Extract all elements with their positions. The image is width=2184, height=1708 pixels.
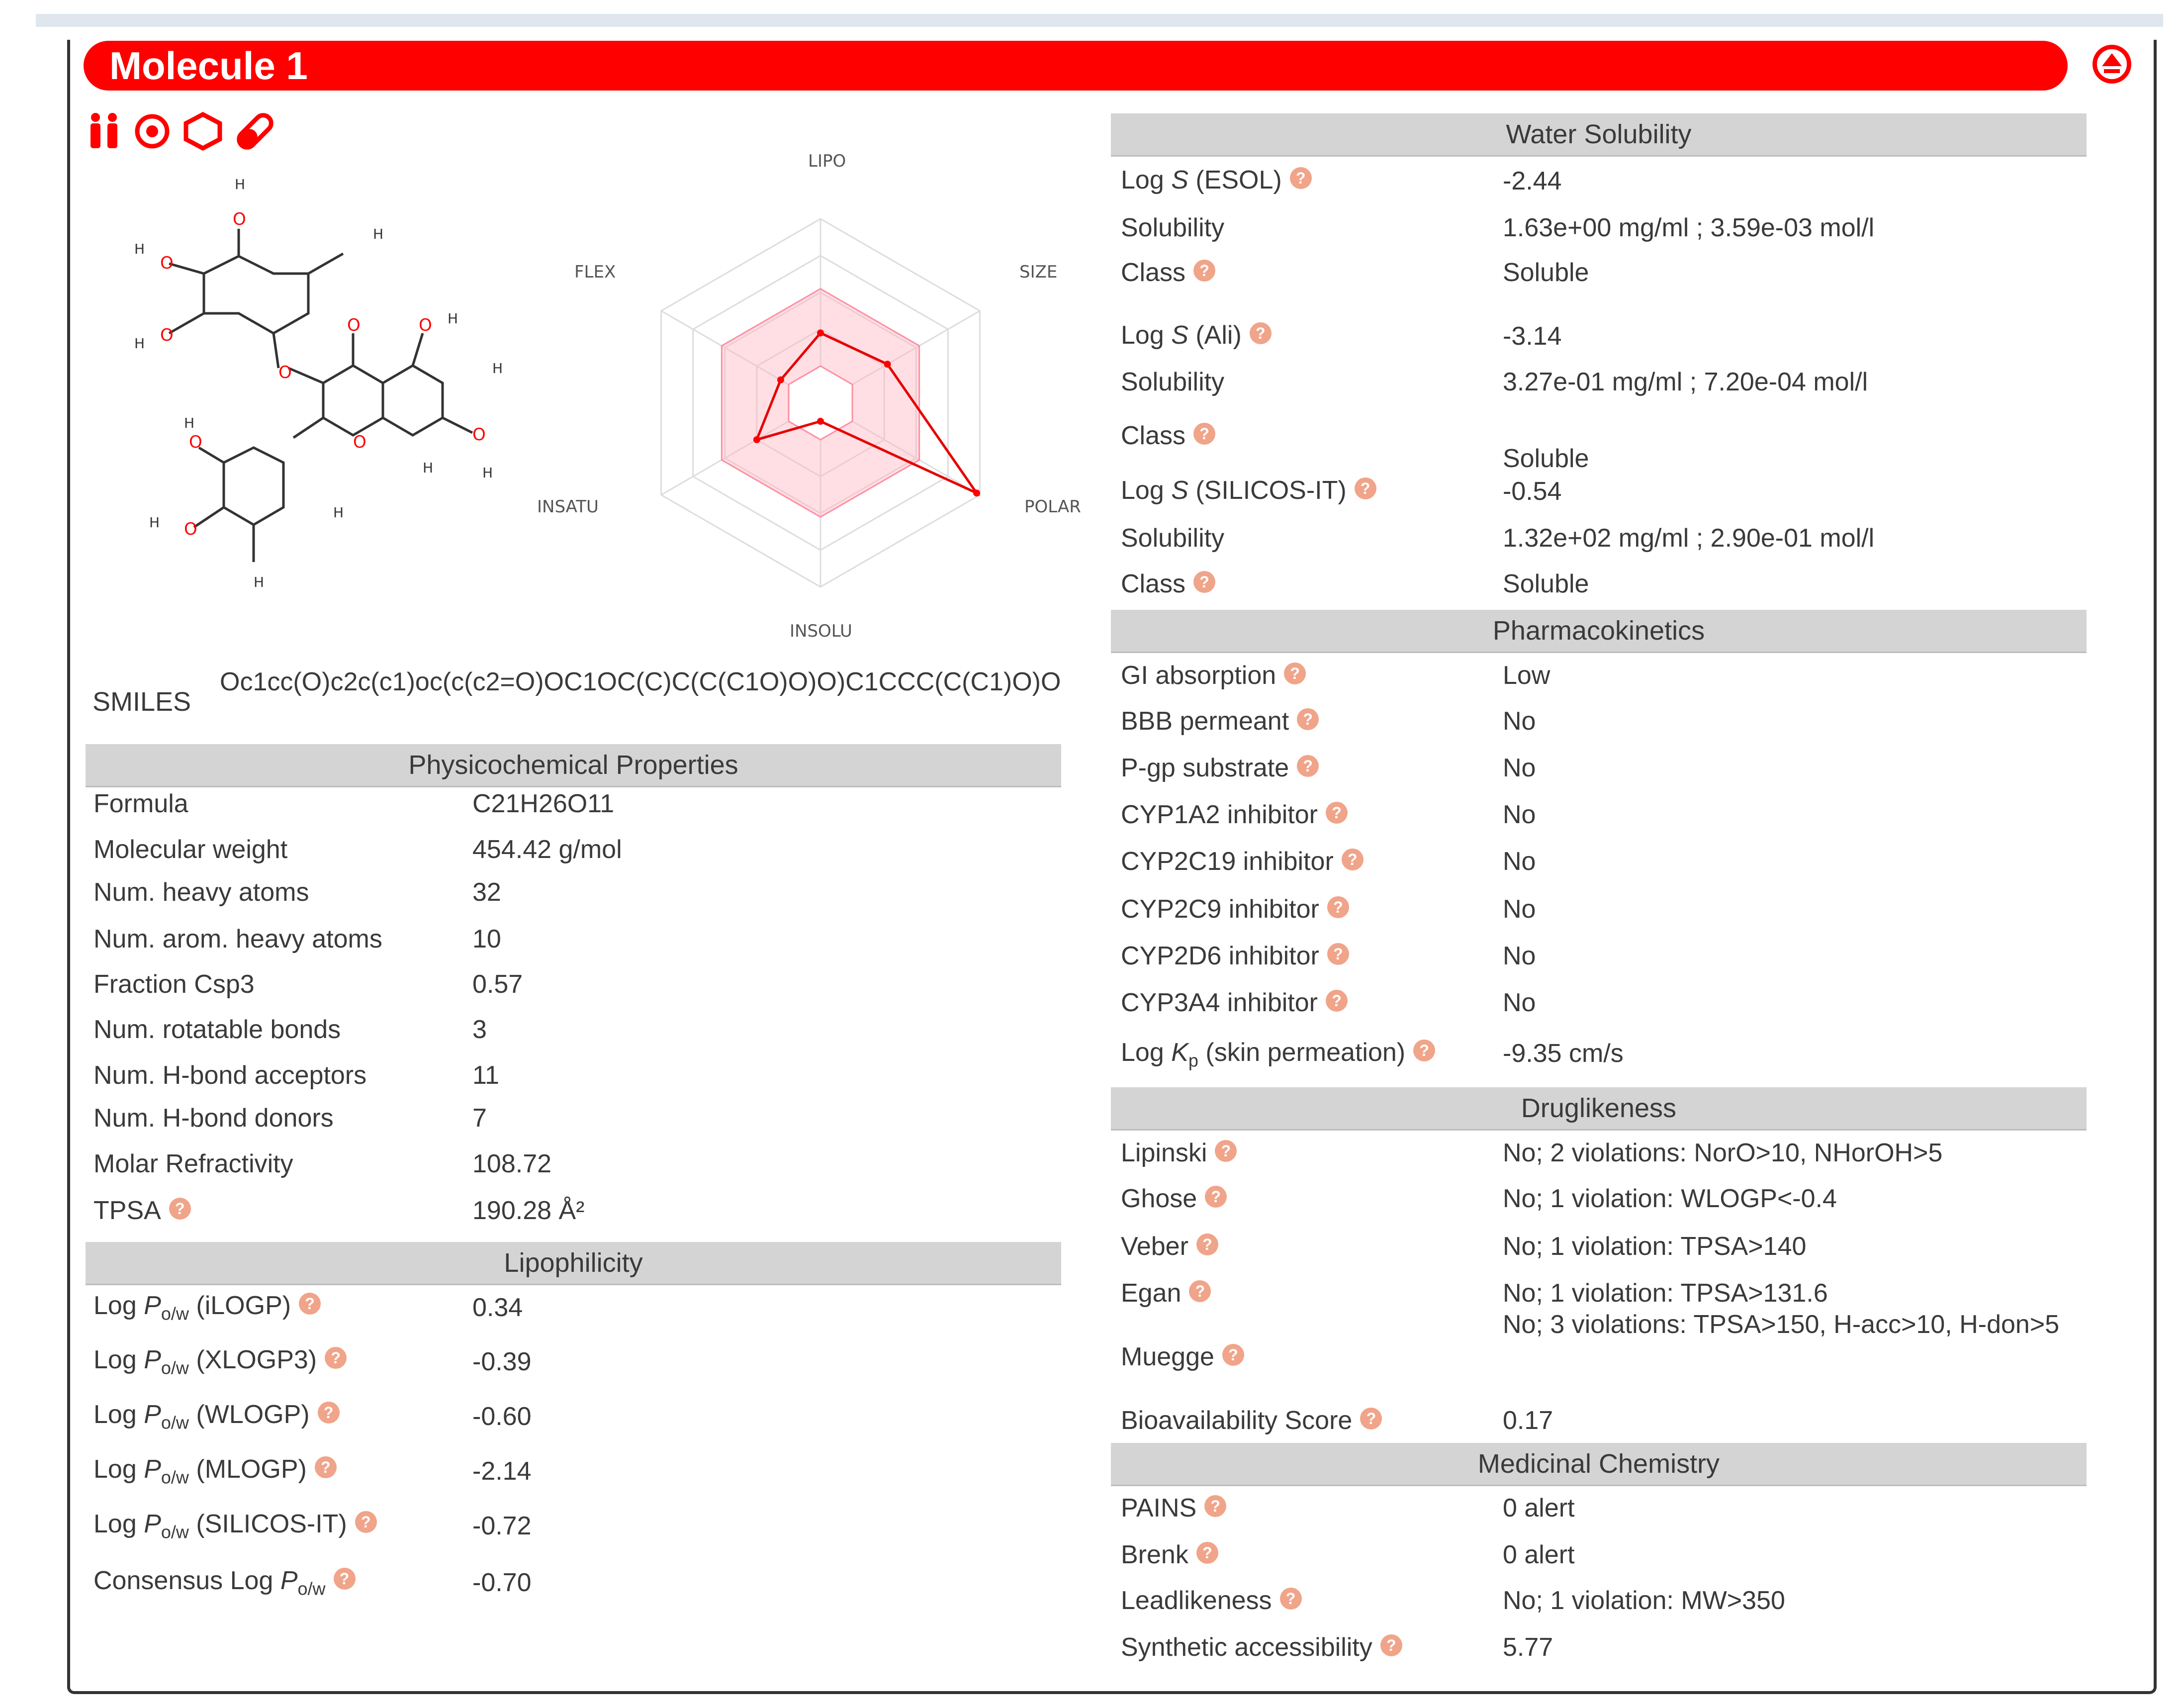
solubility-logs-value: -2.44	[1503, 167, 1562, 195]
help-icon[interactable]: ?	[1189, 1280, 1211, 1302]
medchem-value: 5.77	[1503, 1633, 1553, 1662]
help-icon[interactable]: ?	[1326, 990, 1348, 1012]
physchem-label-text: Num. arom. heavy atoms	[93, 925, 382, 953]
help-icon[interactable]: ?	[1355, 477, 1376, 499]
pk-value: No	[1503, 988, 1536, 1017]
help-icon[interactable]: ?	[1297, 708, 1319, 730]
solubility-class-label	[1121, 421, 1215, 451]
lipo-p-symbol: P	[144, 1455, 161, 1484]
pk-value: No	[1503, 800, 1536, 829]
solubility-logs-label	[1121, 320, 1272, 350]
logs-s-symbol: S	[1171, 166, 1188, 194]
pill-icon[interactable]	[233, 110, 277, 155]
help-icon[interactable]: ?	[1380, 1634, 1402, 1656]
lipo-value: -0.70	[472, 1568, 532, 1597]
help-icon[interactable]: ?	[1413, 1040, 1435, 1061]
lipo-method: (SILICOS-IT)	[196, 1510, 347, 1538]
pk-value: Low	[1503, 661, 1550, 690]
pk-kp-value: -9.35 cm/s	[1503, 1039, 1624, 1068]
physchem-label	[93, 789, 188, 819]
help-icon[interactable]: ?	[299, 1293, 321, 1315]
medchem-value: 0 alert	[1503, 1540, 1575, 1569]
drug-value: 0.17	[1503, 1406, 1553, 1435]
drug-label-text: Veber	[1121, 1232, 1188, 1261]
lipo-value: -0.72	[472, 1512, 532, 1540]
lipo-p-subscript: o/w	[161, 1521, 189, 1542]
drug-value: No; 1 violation: WLOGP<-0.4	[1503, 1184, 1837, 1213]
logs-method: (ESOL)	[1195, 166, 1282, 194]
lipo-consensus-text: Consensus Log	[93, 1566, 273, 1595]
kp-k-symbol: K	[1171, 1038, 1188, 1067]
help-icon[interactable]: ?	[334, 1568, 356, 1590]
help-icon[interactable]: ?	[1326, 802, 1348, 824]
drug-value: No; 1 violation: TPSA>140	[1503, 1232, 1807, 1261]
svg-text:O: O	[278, 363, 292, 382]
solubility-label: Solubility	[1121, 213, 1225, 242]
svg-text:H: H	[235, 176, 246, 192]
physchem-label-text: Formula	[93, 789, 188, 818]
radar-axis-lipo: LIPO	[808, 151, 846, 171]
pk-label	[1121, 847, 1364, 876]
drug-label-text: Egan	[1121, 1279, 1182, 1308]
drug-label	[1121, 1278, 1211, 1308]
physchem-label-text: Num. H-bond acceptors	[93, 1061, 367, 1090]
class-label-text: Class	[1121, 421, 1186, 450]
help-icon[interactable]: ?	[169, 1198, 191, 1220]
svg-text:H: H	[448, 310, 458, 327]
svg-text:O: O	[160, 325, 174, 345]
physchem-value: 10	[472, 925, 501, 953]
svg-text:O: O	[160, 253, 174, 273]
pk-label	[1121, 706, 1319, 736]
lipo-label	[93, 1454, 337, 1488]
drug-label-text: Ghose	[1121, 1184, 1197, 1213]
pk-label-text: CYP1A2 inhibitor	[1121, 800, 1318, 829]
physchem-label-text: TPSA	[93, 1196, 161, 1225]
medchem-label-text: Leadlikeness	[1121, 1586, 1272, 1615]
target-icon[interactable]	[133, 112, 171, 153]
medchem-label-text: Synthetic accessibility	[1121, 1633, 1372, 1662]
lipo-p-subscript: o/w	[161, 1412, 189, 1433]
physchem-value: C21H26O11	[472, 789, 615, 818]
lipo-log-text: Log	[93, 1291, 137, 1320]
solubility-logs-value: -0.54	[1503, 477, 1562, 506]
radar-point	[817, 329, 824, 336]
help-icon[interactable]: ?	[1284, 663, 1306, 684]
lipo-p-subscript: o/w	[161, 1357, 189, 1378]
lipo-p-symbol: P	[144, 1400, 161, 1429]
pk-label-text: P-gp substrate	[1121, 754, 1289, 782]
logs-s-symbol: S	[1171, 321, 1188, 350]
solubility-value: 1.32e+02 mg/ml ; 2.90e-01 mol/l	[1503, 524, 1875, 553]
logs-method: (Ali)	[1195, 321, 1242, 350]
lipo-label	[93, 1345, 347, 1378]
radar-point	[753, 436, 760, 443]
physchem-label	[93, 1060, 366, 1090]
lipo-log-text: Log	[93, 1400, 137, 1429]
solubility-class-value: Soluble	[1503, 444, 1589, 473]
radar-axis-flex: FLEX	[574, 262, 616, 282]
svg-text:H: H	[373, 226, 384, 242]
pk-value: No	[1503, 754, 1536, 782]
pk-value: No	[1503, 847, 1536, 876]
radar-axis-polar: POLAR	[1024, 497, 1081, 517]
physchem-label	[93, 1196, 191, 1226]
pk-label	[1121, 753, 1319, 783]
help-icon[interactable]: ?	[1250, 322, 1272, 344]
lipo-label	[93, 1400, 340, 1433]
lipo-log-text: Log	[93, 1510, 137, 1538]
help-icon[interactable]: ?	[1196, 1542, 1218, 1564]
pk-label-text: CYP2D6 inhibitor	[1121, 942, 1319, 970]
drug-header: Druglikeness	[1111, 1087, 2087, 1131]
solubility-logs-value: -3.14	[1503, 322, 1562, 351]
help-icon[interactable]: ?	[1222, 1344, 1244, 1366]
logs-log-text: Log	[1121, 476, 1164, 505]
svg-text:O: O	[472, 425, 486, 445]
svg-text:H: H	[134, 335, 145, 352]
bioavailability-radar	[527, 144, 1099, 642]
solubility-label: Solubility	[1121, 524, 1225, 553]
pk-value: No	[1503, 895, 1536, 924]
lipo-p-symbol: P	[144, 1510, 161, 1538]
help-icon[interactable]: ?	[1215, 1140, 1237, 1162]
pk-label	[1121, 941, 1349, 971]
drug-label-text: Bioavailability Score	[1121, 1406, 1353, 1435]
lipo-p-subscript: o/w	[161, 1467, 189, 1488]
lipo-p-symbol: P	[144, 1291, 161, 1320]
lipo-method: (MLOGP)	[196, 1455, 307, 1484]
svg-text:H: H	[423, 460, 434, 476]
help-icon[interactable]: ?	[1196, 1234, 1218, 1255]
pk-label	[1121, 988, 1348, 1018]
help-icon[interactable]: ?	[1193, 571, 1215, 593]
radar-axis-insolu: INSOLU	[790, 621, 852, 641]
hexagon-icon[interactable]	[182, 111, 224, 154]
lipo-value: 0.34	[472, 1293, 523, 1322]
svg-text:H: H	[333, 504, 344, 521]
logs-method: (SILICOS-IT)	[1195, 476, 1347, 505]
solubility-value: 1.63e+00 mg/ml ; 3.59e-03 mol/l	[1503, 213, 1875, 242]
solubility-class-label	[1121, 258, 1215, 287]
physchem-header: Physicochemical Properties	[86, 744, 1061, 787]
svg-text:H: H	[149, 514, 160, 531]
help-icon[interactable]: ?	[1280, 1588, 1302, 1610]
help-icon[interactable]: ?	[1342, 849, 1364, 870]
physchem-label-text: Num. rotatable bonds	[93, 1015, 341, 1044]
kp-subscript: p	[1188, 1050, 1198, 1071]
help-icon[interactable]: ?	[318, 1402, 340, 1423]
lipo-header: Lipophilicity	[86, 1242, 1061, 1285]
medchem-label	[1121, 1540, 1218, 1570]
radar-point	[777, 377, 784, 383]
lipo-p-subscript: o/w	[161, 1303, 189, 1324]
svg-text:H: H	[482, 465, 493, 481]
svg-text:H: H	[254, 574, 265, 590]
pk-value: No	[1503, 707, 1536, 736]
help-icon[interactable]: ?	[1193, 423, 1215, 445]
help-icon[interactable]: ?	[1193, 260, 1215, 282]
physchem-label	[93, 1149, 293, 1179]
help-icon[interactable]: ?	[325, 1347, 347, 1369]
pk-value: No	[1503, 942, 1536, 970]
physchem-label-text: Num. H-bond donors	[93, 1104, 334, 1133]
lipo-p-symbol: P	[280, 1566, 298, 1595]
svg-text:O: O	[419, 315, 432, 335]
solubility-logs-label	[1121, 165, 1312, 195]
physchem-value: 32	[472, 878, 501, 907]
physchem-value: 0.57	[472, 970, 523, 999]
solubility-label: Solubility	[1121, 368, 1225, 396]
svg-text:H: H	[184, 415, 195, 431]
kp-log-text: Log	[1121, 1038, 1164, 1067]
class-label-text: Class	[1121, 258, 1186, 287]
physchem-value: 7	[472, 1104, 487, 1133]
help-icon[interactable]: ?	[1360, 1408, 1382, 1429]
drug-value: No; 3 violations: TPSA>150, H-acc>10, H-don>5	[1503, 1310, 2060, 1339]
physchem-label	[93, 1015, 341, 1044]
radar-point	[884, 361, 891, 368]
medchem-header: Medicinal Chemistry	[1111, 1443, 2087, 1486]
radar-point	[973, 489, 980, 496]
help-icon[interactable]: ?	[1204, 1495, 1226, 1517]
molecule-title-bar	[84, 41, 2068, 91]
smiles-label: SMILES	[92, 687, 191, 717]
logs-s-symbol: S	[1171, 476, 1188, 505]
radar-point	[817, 418, 824, 425]
physchem-label	[93, 877, 309, 907]
solubility-logs-label	[1121, 475, 1376, 505]
svg-text:O: O	[189, 432, 202, 452]
lipo-method: (iLOGP)	[196, 1291, 291, 1320]
lipo-value: -2.14	[472, 1457, 532, 1486]
drug-label	[1121, 1342, 1244, 1372]
drug-label	[1121, 1406, 1382, 1435]
molecule-title: Molecule 1	[109, 44, 308, 88]
lipo-log-text: Log	[93, 1455, 137, 1484]
lipo-label	[93, 1509, 377, 1542]
logs-log-text: Log	[1121, 166, 1164, 194]
pk-kp-label	[1121, 1038, 1435, 1071]
lipo-label	[93, 1566, 356, 1599]
medchem-label-text: PAINS	[1121, 1494, 1197, 1522]
radar-axis-insatu: INSATU	[537, 497, 599, 517]
lipo-p-subscript: o/w	[297, 1578, 326, 1599]
svg-text:H: H	[492, 360, 503, 377]
lipo-value: -0.60	[472, 1402, 532, 1431]
physchem-label	[93, 969, 255, 999]
drug-label	[1121, 1184, 1227, 1214]
molecule-structure-image	[104, 169, 512, 627]
pk-label	[1121, 894, 1349, 924]
lipo-label	[93, 1291, 321, 1324]
collapse-icon	[2097, 49, 2127, 79]
physchem-value: 11	[472, 1061, 499, 1090]
pk-header: Pharmacokinetics	[1111, 610, 2087, 653]
lipo-p-symbol: P	[144, 1345, 161, 1374]
physchem-label	[93, 924, 382, 954]
pk-label-text: BBB permeant	[1121, 707, 1289, 736]
drug-label-text: Lipinski	[1121, 1139, 1207, 1167]
pk-label-text: CYP2C9 inhibitor	[1121, 895, 1319, 924]
physchem-value: 454.42 g/mol	[472, 835, 622, 864]
help-icon[interactable]: ?	[315, 1456, 337, 1478]
physchem-label-text: Fraction Csp3	[93, 970, 255, 999]
lipo-log-text: Log	[93, 1345, 137, 1374]
collapse-button[interactable]	[2093, 45, 2131, 84]
pk-label	[1121, 661, 1306, 690]
physchem-label	[93, 1103, 334, 1133]
pk-label	[1121, 800, 1348, 830]
physchem-value: 3	[472, 1015, 487, 1044]
medchem-label-text: Brenk	[1121, 1540, 1188, 1569]
medchem-value: No; 1 violation: MW>350	[1503, 1586, 1785, 1615]
physchem-label-text: Num. heavy atoms	[93, 878, 309, 907]
lipo-value: -0.39	[472, 1347, 532, 1376]
pk-label-text: GI absorption	[1121, 661, 1276, 690]
lipo-method: (XLOGP3)	[196, 1345, 317, 1374]
svg-text:O: O	[347, 315, 361, 335]
medchem-label	[1121, 1632, 1402, 1662]
help-icon[interactable]: ?	[1327, 896, 1349, 918]
solubility-header: Water Solubility	[1111, 113, 2087, 157]
svg-text:O: O	[233, 209, 246, 229]
logs-log-text: Log	[1121, 321, 1164, 350]
help-icon[interactable]: ?	[1297, 755, 1319, 777]
svg-text:O: O	[184, 519, 197, 539]
drug-label-text: Muegge	[1121, 1342, 1214, 1371]
pk-label-text: CYP2C19 inhibitor	[1121, 847, 1334, 876]
physchem-label	[93, 835, 287, 864]
svg-text:H: H	[134, 241, 145, 257]
physchem-value: 108.72	[472, 1149, 552, 1178]
solubility-value: 3.27e-01 mg/ml ; 7.20e-04 mol/l	[1503, 368, 1868, 396]
browser-top-strip	[36, 14, 2163, 27]
drug-value: No; 1 violation: TPSA>131.6	[1503, 1279, 1828, 1308]
drug-label	[1121, 1138, 1237, 1168]
radar-axis-size: SIZE	[1019, 262, 1058, 282]
lipo-method: (WLOGP)	[196, 1400, 310, 1429]
help-icon[interactable]: ?	[355, 1511, 377, 1533]
solubility-class-value: Soluble	[1503, 569, 1589, 598]
class-label-text: Class	[1121, 569, 1186, 598]
help-icon[interactable]: ?	[1290, 167, 1312, 189]
help-icon[interactable]: ?	[1327, 943, 1349, 965]
pk-label-text: CYP3A4 inhibitor	[1121, 988, 1318, 1017]
svg-text:O: O	[353, 432, 366, 452]
solubility-class-value: Soluble	[1503, 258, 1589, 287]
physchem-label-text: Molecular weight	[93, 835, 288, 864]
medchem-label	[1121, 1493, 1226, 1523]
drug-value: No; 2 violations: NorO>10, NHorOH>5	[1503, 1139, 1943, 1167]
lipinski-icon[interactable]	[88, 110, 122, 153]
physchem-label-text: Molar Refractivity	[93, 1149, 293, 1178]
medchem-value: 0 alert	[1503, 1494, 1575, 1522]
solubility-class-label	[1121, 569, 1215, 599]
physchem-value: 190.28 Å²	[472, 1196, 585, 1225]
smiles-value: Oc1cc(O)c2c(c1)oc(c(c2=O)OC1OC(C)C(C(C1O)O)O)C1CCC(C(C1)O)O	[220, 667, 1061, 696]
kp-rest-text: (skin permeation)	[1205, 1038, 1406, 1067]
medchem-label	[1121, 1586, 1302, 1615]
drug-label	[1121, 1232, 1218, 1261]
help-icon[interactable]: ?	[1205, 1186, 1227, 1208]
